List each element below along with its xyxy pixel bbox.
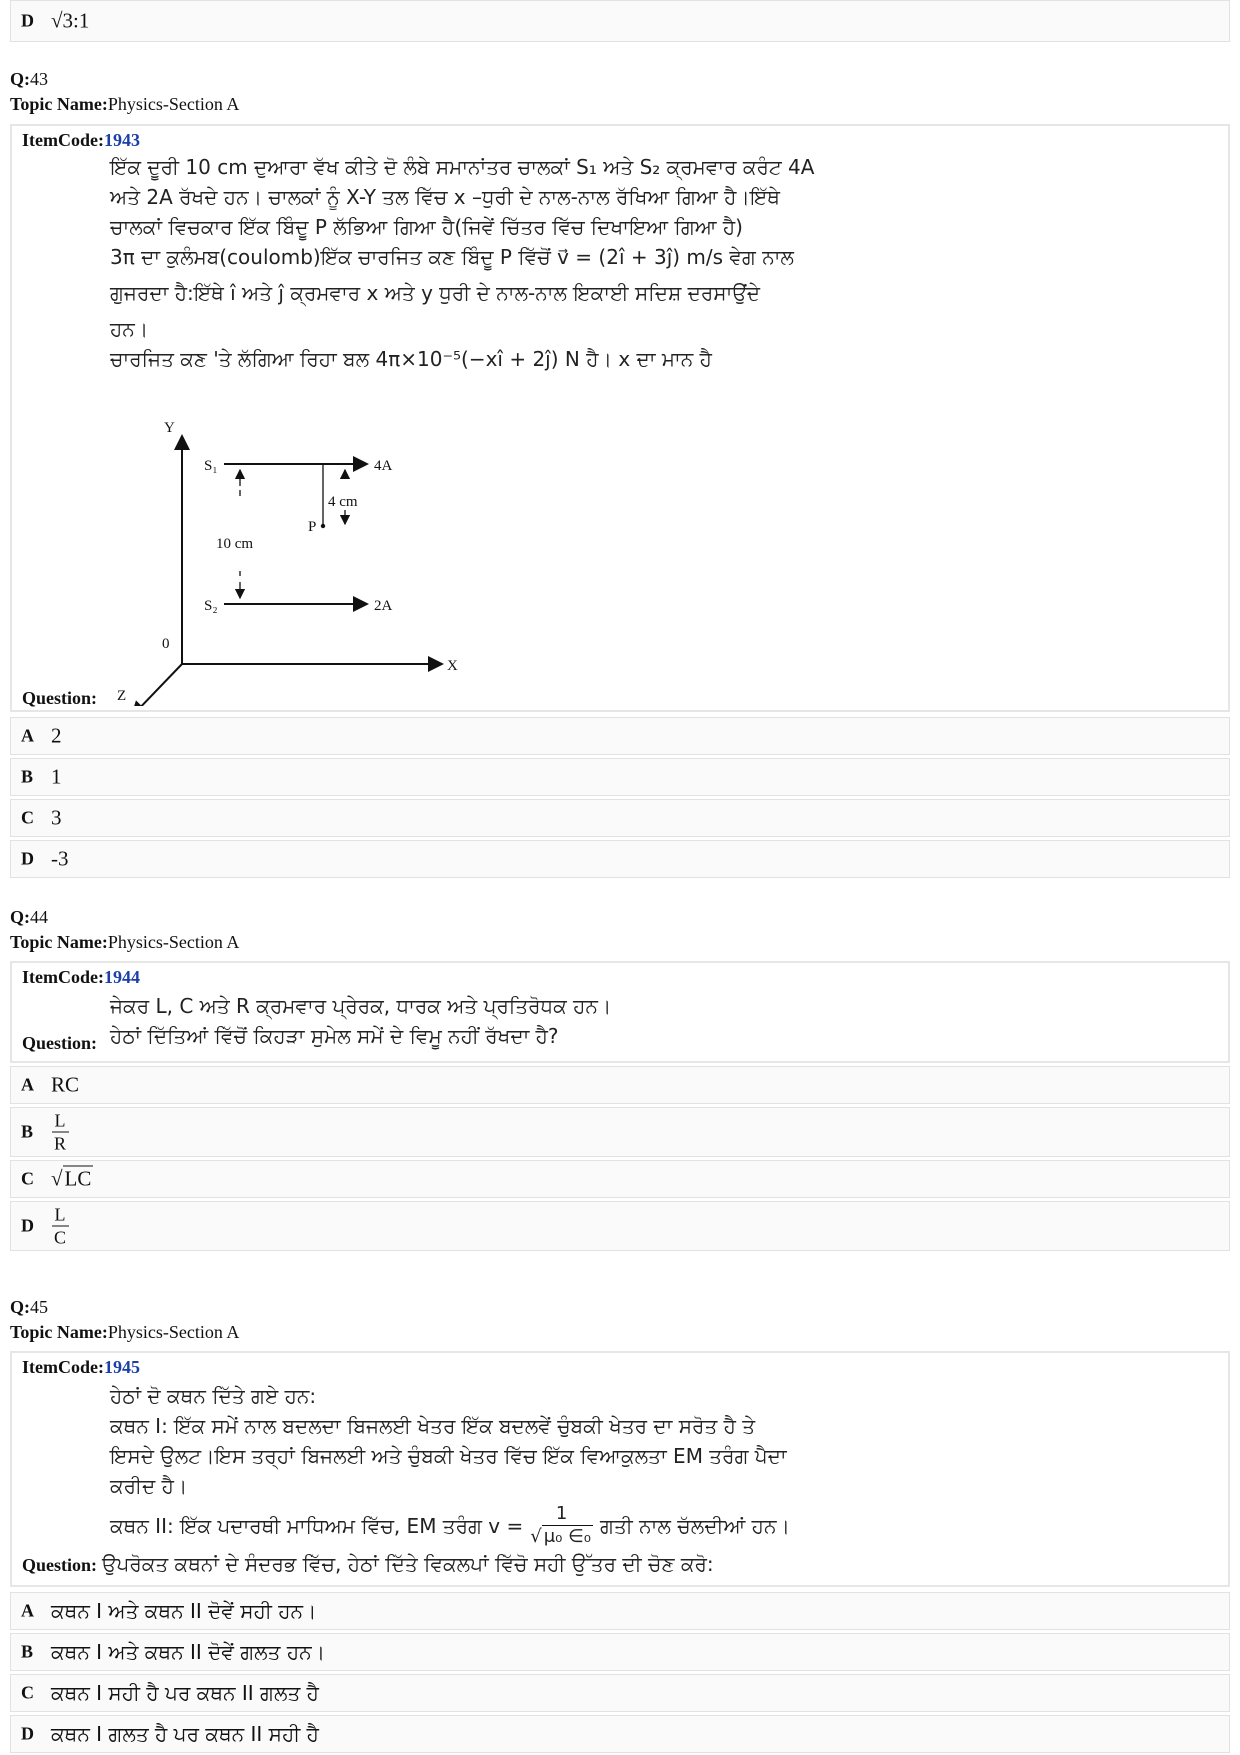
s2-label: S₂ <box>204 598 218 614</box>
q45-option-a[interactable]: A ਕਥਨ I ਅਤੇ ਕਥਨ II ਦੋਵੇਂ ਸਹੀ ਹਨ। <box>10 1592 1230 1630</box>
origin-label: 0 <box>162 636 170 652</box>
separation-label: 10 cm <box>216 536 254 552</box>
q44-question-label: Question: <box>22 1033 98 1053</box>
z-axis-line <box>132 664 182 706</box>
q44-option-c[interactable]: C √LC <box>10 1160 1230 1198</box>
q45-topic: Topic Name:Physics-Section A <box>10 1322 240 1342</box>
q44-option-b[interactable]: B $\frac{L}{R}$ <box>10 1107 1230 1157</box>
sqrt-lc: √LC <box>51 1166 92 1191</box>
q43-option-a[interactable]: A 2 <box>10 717 1230 755</box>
q45-number: Q:45 <box>10 1297 48 1317</box>
point-p-dot <box>321 524 325 528</box>
y-axis-label: Y <box>164 420 175 436</box>
x-axis-label: X <box>447 658 458 674</box>
current-2a-label: 2A <box>374 598 393 614</box>
q43-conductors-diagram <box>112 416 492 706</box>
option-letter: D <box>21 10 34 31</box>
fraction-l-over-c: $\frac{L}{C}$ <box>51 1204 69 1249</box>
q45-question-text: ਹੇਠਾਂ ਦੋ ਕਥਨ ਦਿੱਤੇ ਗਏ ਹਨ: ਕਥਨ I: ਇੱਕ ਸਮੇਂ ਨਾਲ ਬਦਲਦਾ ਬਿਜਲਈ ਖੇਤਰ ਇੱਕ ਬਦਲਵੇਂ ਚੁੰਬਕੀ ਖੇਤਰ ਦਾ ਸਰੋਤ ਹੈ ਤੇ ਇਸਦੇ ਉਲਟ।ਇਸ ਤਰ੍ਹਾਂ ਬਿਜਲਈ ਅਤੇ ਚੁੰਬਕੀ ਖੇਤਰ ਵਿੱਚ ਇੱਕ ਵਿਆਕੁਲਤਾ EM ਤਰੰਗ ਪੈਦਾ ਕਰੀਦ ਹੈ। ਕਥਨ II: ਇੱਕ ਪਦਾਰਥੀ ਮਾਧਿਅਮ ਵਿੱਚ, EM ਤਰੰਗ v = $\frac{1}{\text{√ μ₀ ∈₀}}$ ਗਤੀ ਨਾਲ ਚੱਲਦੀਆਂ ਹਨ। <box>110 1384 790 1547</box>
q43-number: Q:43 <box>10 69 48 89</box>
q44-number: Q:44 <box>10 907 48 927</box>
q45-question-prompt: ਉਪਰੋਕਤ ਕਥਨਾਂ ਦੇ ਸੰਦਰਭ ਵਿੱਚ, ਹੇਠਾਂ ਦਿੱਤੇ ਵਿਕਲਪਾਂ ਵਿੱਚੋ ਸਹੀ ਉੱਤਰ ਦੀ ਚੋਣ ਕਰੋ: <box>102 1552 714 1576</box>
fraction-l-over-r: $\frac{L}{R}$ <box>51 1110 69 1155</box>
q43-item-panel <box>10 124 1230 712</box>
q44-itemcode: ItemCode:1944 <box>22 967 140 987</box>
q44-option-d[interactable]: D $\frac{L}{C}$ <box>10 1201 1230 1251</box>
q45-item-panel <box>10 1351 1230 1587</box>
q43-question-label: Question: <box>22 688 98 708</box>
q43-itemcode: ItemCode:1943 <box>22 130 140 150</box>
q43-option-d[interactable]: D -3 <box>10 840 1230 878</box>
v-formula-fraction: $\frac{1}{\text{√ μ₀ ∈₀}}$ <box>530 1503 592 1547</box>
q44-item-panel <box>10 961 1230 1063</box>
q43-question-text: ਇੱਕ ਦੂਰੀ 10 cm ਦੁਆਰਾ ਵੱਖ ਕੀਤੇ ਦੋ ਲੰਬੇ ਸਮਾਨਾਂਤਰ ਚਾਲਕਾਂ S₁ ਅਤੇ S₂ ਕ੍ਰਮਵਾਰ ਕਰੰਟ 4A ਅਤੇ 2A ਰੱਖਦੇ ਹਨ। ਚਾਲਕਾਂ ਨੂੰ X-Y ਤਲ ਵਿੱਚ x –ਧੁਰੀ ਦੇ ਨਾਲ-ਨਾਲ ਰੱਖਿਆ ਗਿਆ ਹੈ।ਇੱਥੇ ਚਾਲਕਾਂ ਵਿਚਕਾਰ ਇੱਕ ਬਿੰਦੂ P ਲੱਭਿਆ ਗਿਆ ਹੈ(ਜਿਵੇਂ ਚਿੱਤਰ ਵਿੱਚ ਦਿਖਾਇਆ ਗਿਆ ਹੈ) 3π ਦਾ ਕੁਲੰਮਬ(coulomb)ਇੱਕ ਚਾਰਜਿਤ ਕਣ ਬਿੰਦੂ P ਵਿੱਚੋਂ v⃗ = (2î + 3ĵ) m/s ਵੇਗ ਨਾਲ ਗੁਜਰਦਾ ਹੈ:ਇੱਥੇ î ਅਤੇ ĵ ਕ੍ਰਮਵਾਰ x ਅਤੇ y ਧੁਰੀ ਦੇ ਨਾਲ-ਨਾਲ ਇਕਾਈ ਸਦਿਸ਼ ਦਰਸਾਉਂਦੇ ਹਨ। ਚਾਰਜਿਤ ਕਣ 'ਤੇ ਲੱਗਿਆ ਰਿਹਾ ਬਲ 4π×10⁻⁵(−xî + 2ĵ) N ਹੈ। x ਦਾ ਮਾਨ ਹੈ <box>110 155 815 371</box>
q44-option-a[interactable]: A RC <box>10 1066 1230 1104</box>
option-value: √3:1 <box>51 8 90 33</box>
q43-option-b[interactable]: B 1 <box>10 758 1230 796</box>
q43-option-c[interactable]: C 3 <box>10 799 1230 837</box>
q44-question-text: ਜੇਕਰ L, C ਅਤੇ R ਕ੍ਰਮਵਾਰ ਪ੍ਰੇਰਕ, ਧਾਰਕ ਅਤੇ ਪ੍ਰਤਿਰੋਧਕ ਹਨ। ਹੇਠਾਂ ਦਿੱਤਿਆਂ ਵਿੱਚੋਂ ਕਿਹੜਾ ਸੁਮੇਲ ਸਮੇਂ ਦੇ ਵਿਮੂ ਨਹੀਂ ਰੱਖਦਾ ਹੈ? <box>110 994 612 1048</box>
q45-itemcode: ItemCode:1945 <box>22 1357 140 1377</box>
current-4a-label: 4A <box>374 458 393 474</box>
q43-topic: Topic Name:Physics-Section A <box>10 94 240 114</box>
distance-label: 4 cm <box>328 494 358 510</box>
q45-option-d[interactable]: D ਕਥਨ I ਗਲਤ ਹੈ ਪਰ ਕਥਨ II ਸਹੀ ਹੈ <box>10 1715 1230 1753</box>
z-axis-label: Z <box>117 688 127 704</box>
point-p-label: P <box>308 519 317 535</box>
s1-label: S₁ <box>204 458 218 474</box>
q45-option-b[interactable]: B ਕਥਨ I ਅਤੇ ਕਥਨ II ਦੋਵੇਂ ਗਲਤ ਹਨ। <box>10 1633 1230 1671</box>
q45-question-label: Question: <box>22 1555 98 1575</box>
q42-option-d[interactable] <box>10 0 1230 42</box>
q45-option-c[interactable]: C ਕਥਨ I ਸਹੀ ਹੈ ਪਰ ਕਥਨ II ਗਲਤ ਹੈ <box>10 1674 1230 1712</box>
q44-topic: Topic Name:Physics-Section A <box>10 932 240 952</box>
